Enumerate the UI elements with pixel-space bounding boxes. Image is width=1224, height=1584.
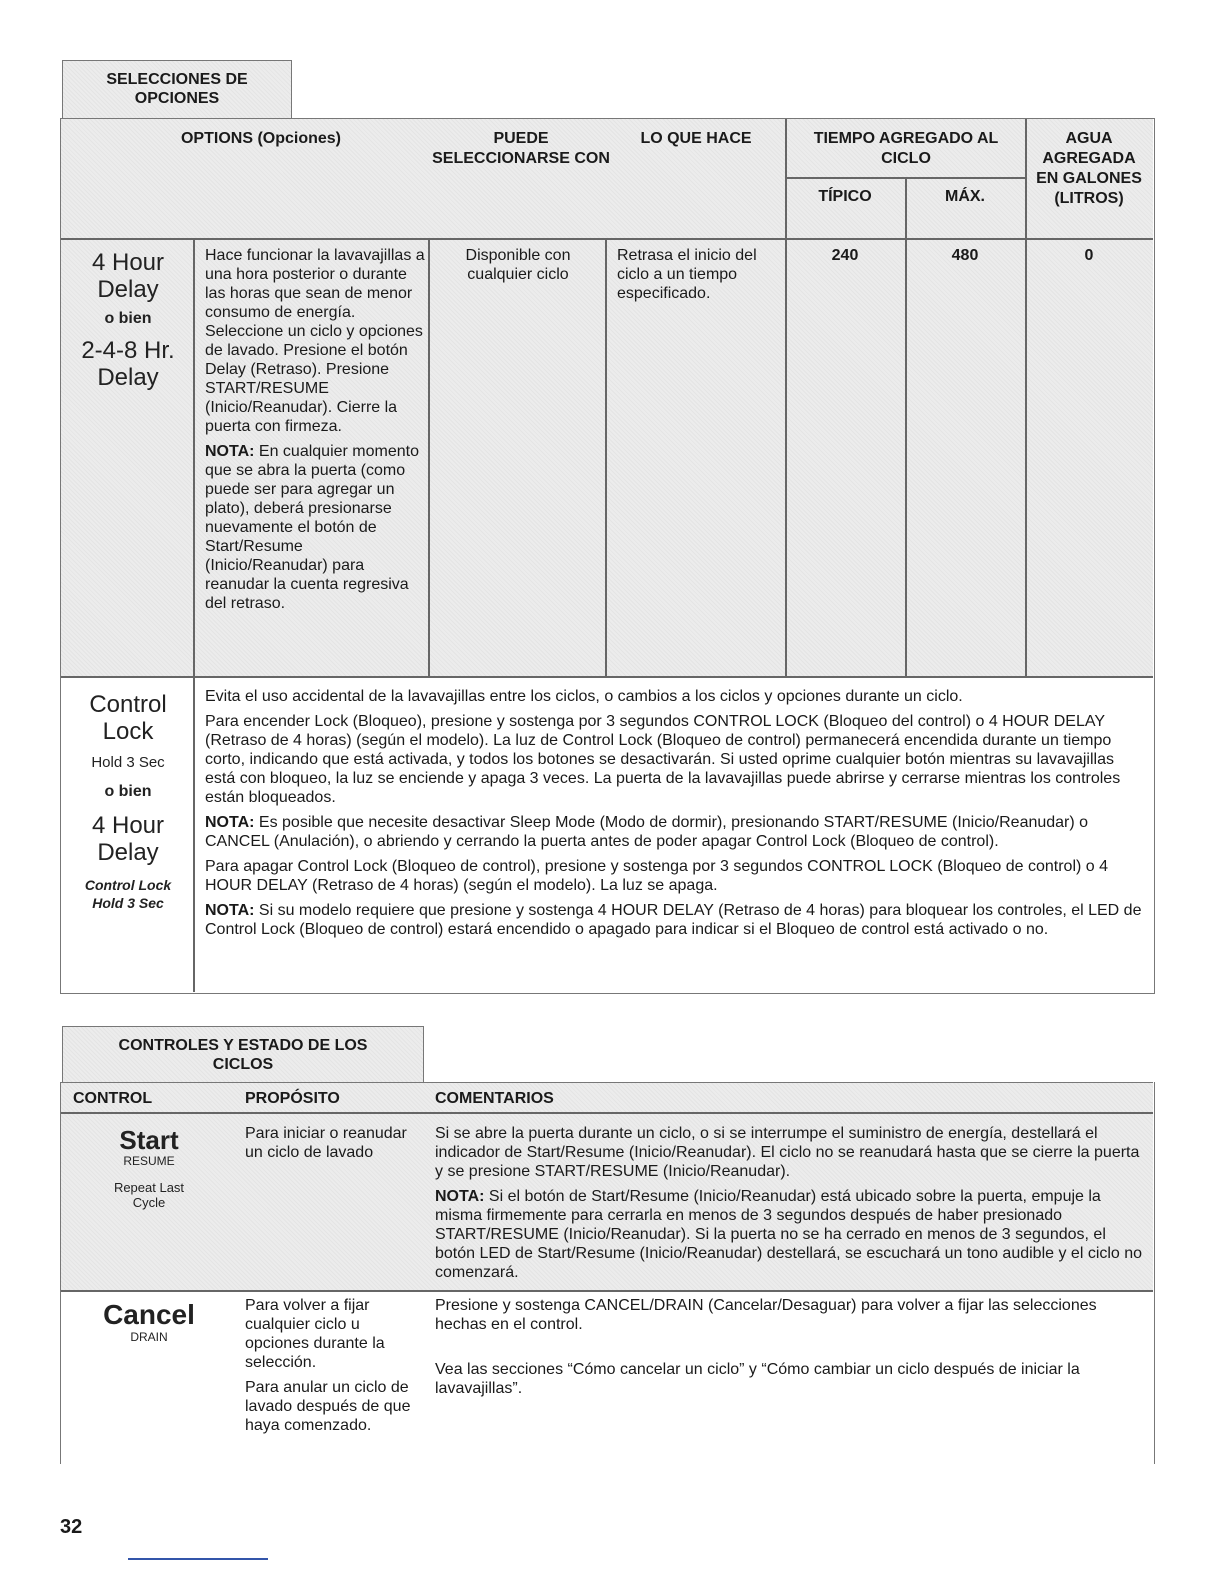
- start-label: Start: [119, 1125, 179, 1155]
- header-max: MÁX.: [945, 188, 985, 205]
- delay-row-bottom-rule: [61, 676, 1153, 678]
- control-lock-or: o bien: [104, 783, 152, 800]
- start-resume-sub: RESUME: [123, 1154, 175, 1168]
- controls-header-control: CONTROL: [73, 1090, 153, 1107]
- delay-note-label: NOTA:: [205, 443, 255, 460]
- cancel-comments: [435, 1296, 1147, 1404]
- cancel-comment-1: Presione y sostenga CANCEL/DRAIN (Cancelar/Desaguar) para volver a fijar las selecciones hechas en el control.: [435, 1297, 1097, 1333]
- delay-note-text: En cualquier momento que se abra la puerta (como puede ser para agregar un plato), deberá presionarse nuevamente el botón de Start/Resume (Inicio/Reanudar) para reanudar la cuenta regresiva del retraso.: [205, 443, 419, 612]
- footer-link-rule: [128, 1558, 268, 1560]
- header-options: OPTIONS (Opciones): [180, 130, 341, 147]
- header-selectable: PUEDE SELECCIONARSE CON: [432, 130, 610, 167]
- control-lock-note2-text: Si su modelo requiere que presione y sostenga 4 HOUR DELAY (Retraso de 4 horas) para bloquear los controles, el LED de Control Lock (Bloqueo de control) estará encendido o apagado para indicar si el Bloqueo de control está activado o no.: [205, 902, 1142, 938]
- delay-water-value: 0: [1084, 247, 1094, 264]
- controls-section-tab: [62, 1026, 424, 1082]
- col-divider-what: [605, 240, 607, 676]
- start-note-label: NOTA:: [435, 1188, 485, 1205]
- control-lock-description: [205, 687, 1147, 945]
- cancel-comment-2: Vea las secciones “Cómo cancelar un ciclo” y “Cómo cambiar un ciclo después de iniciar la lavavajillas”.: [435, 1361, 1080, 1397]
- control-lock-note1: [205, 813, 1147, 851]
- delay-what-it-does: Retrasa el inicio del ciclo a un tiempo especificado.: [617, 247, 757, 302]
- start-note-text: Si el botón de Start/Resume (Inicio/Reanudar) está ubicado sobre la puerta, empuje la misma firmemente para cerrarla en menos de 3 segundos después de haber presionado START/RESUME (Inicio/Reanudar). Si la puerta no se ha cerrado en menos de 3 segundos, el botón LED de Start/Resume (Inicio/Reanudar) destellará, se escuchará un tono audible y el ciclo no comenzará.: [435, 1188, 1143, 1281]
- control-lock-hold-label: Hold 3 Sec: [91, 754, 165, 771]
- delay-selectable: Disponible con cualquier ciclo: [465, 247, 571, 283]
- controls-section-title: CONTROLES Y ESTADO DE LOS CICLOS: [118, 1037, 368, 1073]
- control-lock-note1-text: Es posible que necesite desactivar Sleep Mode (Modo de dormir), presionando START/RESUME (Inicio/Reanudar) o CANCEL (Anulación), o abriendo y cerrando la puerta antes de poder apagar Control Lock (Bloqueo de control).: [205, 814, 1089, 850]
- col-divider-typical: [905, 177, 907, 676]
- delay-label-4hour: 4 Hour Delay: [91, 249, 165, 303]
- delay-label-248hr: 2-4-8 Hr. Delay: [81, 337, 175, 391]
- cancel-purpose-2: Para anular un ciclo de lavado después de que haya comenzado.: [245, 1379, 411, 1434]
- control-lock-p1: Evita el uso accidental de la lavavajillas entre los ciclos, o cambios a los ciclos y opciones durante un ciclo.: [205, 688, 963, 705]
- start-row-bottom-rule: [61, 1290, 1153, 1292]
- controls-header-comments: COMENTARIOS: [435, 1090, 554, 1107]
- control-lock-sub2: Hold 3 Sec: [92, 895, 164, 911]
- cancel-label: Cancel: [103, 1299, 195, 1330]
- cancel-drain-sub: DRAIN: [130, 1330, 168, 1344]
- options-section-title: SELECCIONES DE OPCIONES: [106, 71, 248, 107]
- controls-header-purpose: PROPÓSITO: [245, 1090, 340, 1107]
- delay-note: [205, 442, 425, 613]
- header-what-it-does: LO QUE HACE: [640, 130, 752, 147]
- col-divider-selectable: [428, 240, 430, 676]
- start-repeat-last-cycle: Repeat Last Cycle: [113, 1180, 185, 1210]
- header-typical: TÍPICO: [818, 188, 872, 205]
- header-water: AGUA AGREGADA EN GALONES (LITROS): [1036, 130, 1142, 207]
- control-lock-note1-label: NOTA:: [205, 814, 255, 831]
- delay-max-value: 480: [951, 247, 979, 264]
- control-lock-4hour-label: 4 Hour Delay: [91, 812, 165, 866]
- start-purpose: Para iniciar o reanudar un ciclo de lavado: [245, 1125, 407, 1161]
- header-time-added: TIEMPO AGREGADO AL CICLO: [813, 130, 999, 167]
- control-lock-option-label: [65, 691, 191, 912]
- options-section-tab: [62, 60, 292, 118]
- col-divider-water: [1025, 119, 1027, 676]
- col-divider-time: [785, 119, 787, 676]
- col-divider-label: [193, 240, 195, 992]
- start-comments: [435, 1124, 1147, 1288]
- options-table: [60, 118, 1155, 994]
- control-lock-p2: Para encender Lock (Bloqueo), presione y sostenga por 3 segundos CONTROL LOCK (Bloqueo del control) o 4 HOUR DELAY (Retraso de 4 horas) (según el modelo). La luz de Control Lock (Bloqueo de control) permanecerá encendida durante un tiempo corto, indicando que está activada, y todos los botones se desactivarán. Si usted oprime cualquier botón mientras su lavavajillas está con bloqueo, la luz se enciende y apaga 3 veces. La puerta de la lavavajillas puede abrirse y cerrarse mientras los controles están bloqueados.: [205, 713, 1121, 806]
- delay-option-label: [65, 249, 191, 391]
- control-lock-p3: Para apagar Control Lock (Bloqueo de control), presione y sostenga por 3 segundos CONTROL LOCK (Bloqueo de control) o 4 HOUR DELAY (Retraso de 4 horas) (según el modelo). La luz se apaga.: [205, 858, 1109, 894]
- delay-desc-text: Hace funcionar la lavavajillas a una hora posterior o durante las horas que sean de menor consumo de energía. Seleccione un ciclo y opciones de lavado. Presione el botón Delay (Retraso). Presione START/RESUME (Inicio/Reanudar). Cierre la puerta con firmeza.: [205, 247, 425, 435]
- start-comment-1: Si se abre la puerta durante un ciclo, o si se interrumpe el suministro de energía, destellará el indicador de Start/Resume (Inicio/Reanudar). El ciclo no se reanudará hasta que se cierre la puerta y se presione START/RESUME (Inicio/Reanudar).: [435, 1125, 1140, 1180]
- delay-label-or: o bien: [104, 310, 152, 327]
- control-lock-note2: [205, 901, 1147, 939]
- control-lock-label: Control Lock: [89, 691, 167, 745]
- controls-table-header: [61, 1082, 1153, 1112]
- controls-table: [60, 1082, 1155, 1464]
- cancel-purpose-1: Para volver a fijar cualquier ciclo u opciones durante la selección.: [245, 1297, 385, 1371]
- delay-description: [205, 246, 425, 619]
- cancel-control-label: [101, 1300, 197, 1344]
- start-control-label: [101, 1126, 197, 1210]
- page-number: 32: [60, 1516, 83, 1538]
- start-note: [435, 1187, 1147, 1282]
- control-lock-sub1: Control Lock: [84, 877, 172, 893]
- cancel-purpose: [245, 1296, 415, 1441]
- delay-typical-value: 240: [831, 247, 859, 264]
- control-lock-note2-label: NOTA:: [205, 902, 255, 919]
